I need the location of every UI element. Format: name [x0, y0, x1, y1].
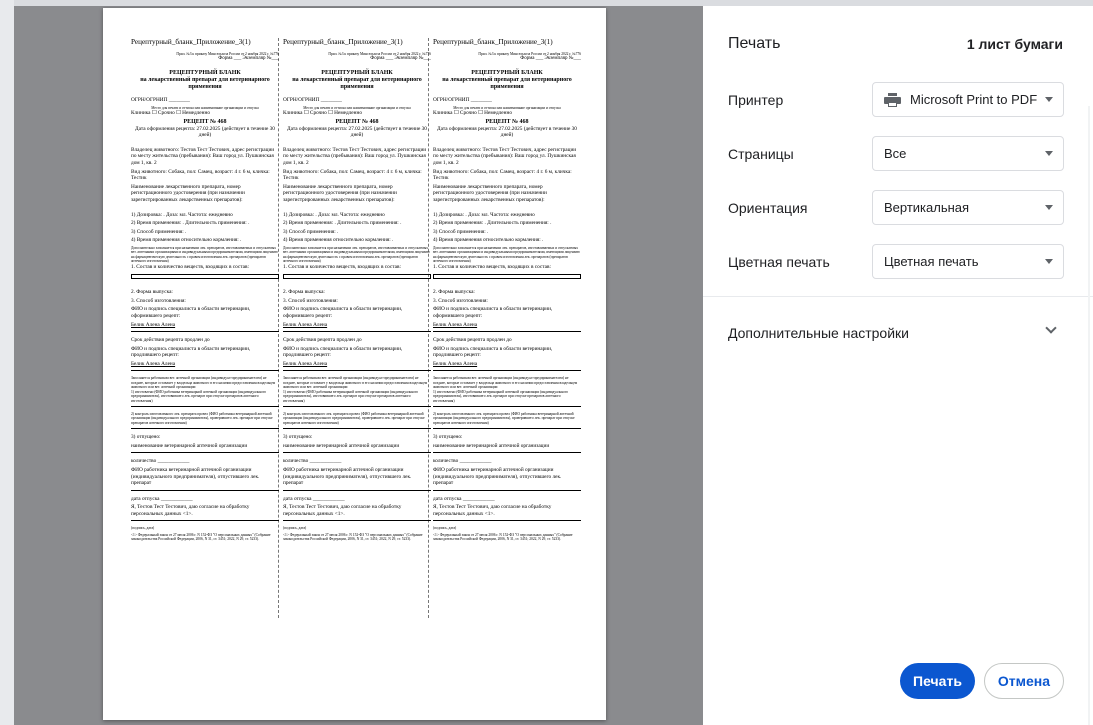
extra-note: Дополнительно заполняется при назначении лек. препаратов, изготавливаемых и отпускаемых вет. аптечными организациями и индивидуальными предпринимателями, имеющими лицензию на фармацевтическую деятельность с правом изготовления лек. препаратов (препаратов аптечного изготовления) [131, 245, 278, 264]
vet-pharmacy-line: наименование ветеринарной аптечной организации [433, 442, 550, 449]
dosage-line: 2) Время применения: . Длительность применения: . [131, 220, 250, 227]
composition-line: 1. Состав и количество веществ, входящих в состав: [283, 263, 401, 270]
form-line: Форма ___ Экземпляр №___ [218, 56, 279, 62]
owner-line: Владелец животного: Тестов Тест Тестович, адрес регистрации по месту жительства (пребывания): Ваш город ул. Пушкинская дом 1, кв. 2 [283, 146, 427, 166]
specialist2-name: Белик Алена Алена [283, 360, 328, 367]
blank-subheading: на лекарственный препарат для ветеринарного применения [292, 77, 422, 90]
dosage-line: 1) Дозировка: . Доза: мл. Частота: ежедневно [433, 211, 535, 218]
dosage-line: 1) Дозировка: . Доза: мл. Частота: ежедневно [131, 211, 233, 218]
preview-page [103, 8, 606, 720]
dosage-line: 3) Способ применения: . [433, 228, 489, 235]
recipe-date: Дата оформления рецепта: 27.02.2025 (действует в течение 30 дней) [437, 125, 577, 139]
release-date-line: дата отпуска ____________ [131, 495, 193, 502]
stamp-note: Место для печати и оттиска или наименование организации и отпуска [303, 105, 411, 110]
consent-line: Я, Тестов Тест Тестович, даю согласие на обработку персональных данных <1>. [131, 504, 250, 517]
made-line: 1) изготовлено (ФИО работника ветеринарной аптечной организации (индивидуального предпринимателя), изготовившего лек. препарат при отпуске препаратов аптечного изготовления) [131, 389, 267, 403]
dispensed-line: 3) отпущено: [433, 434, 463, 441]
specialist2-name: Белик Алена Алена [433, 360, 478, 367]
clinic-line: Клиника ☐ Срочно ☐ Немедленно [131, 110, 210, 116]
clinic-line: Клиника ☐ Срочно ☐ Немедленно [283, 110, 362, 116]
print-preview-area[interactable] [14, 6, 703, 725]
worker-line: ФИО работника ветеринарной аптечной организации (индивидуального предпринимателя), отпустившего лек. препарат [131, 466, 260, 487]
specialist-line: ФИО и подпись специалиста в области ветеринарии, оформившего рецепт: [131, 306, 251, 319]
animal-line: Вид животного: Собака, пол: Самец, возраст: 4 г. 6 м, кличка: Тестик [131, 168, 270, 182]
specialist2-line: ФИО и подпись специалиста в области ветеринарии, продлившего рецепт: [433, 345, 553, 359]
composition-line: 1. Состав и количество веществ, входящих в состав: [131, 263, 249, 270]
dispensed-line: 3) отпущено: [131, 434, 161, 441]
vet-pharmacy-line: наименование ветеринарной аптечной организации [131, 442, 248, 449]
specialist-name: Белик Алена Алена [433, 321, 478, 328]
drug-name-line: Наименование лекарственного препарата, номер регистрационного удостоверения (при назначении зарегистрированных лекарственных препаратов): [131, 183, 245, 203]
extended-line: Срок действия рецепта продлен до [433, 337, 512, 344]
order-ref: Прил. №3 к приказу Минсельхоза России от 2 ноября 2022 г. №776 [328, 52, 431, 56]
quantity-line: количество ____________ [283, 458, 342, 465]
pages-value: Все [884, 146, 907, 161]
divider [703, 296, 1093, 297]
dosage-line: 1) Дозировка: . Доза: мл. Частота: ежедневно [283, 211, 385, 218]
manufacture-line: 3. Способ изготовления: [283, 297, 338, 304]
dosage-line: 3) Способ применения: . [283, 228, 339, 235]
owner-line: Владелец животного: Тестов Тест Тестович, адрес регистрации по месту жительства (пребывания): Ваш город ул. Пушкинская дом 1, кв. 2 [131, 146, 275, 166]
release-form-line: 2. Форма выпуска: [131, 289, 173, 296]
quantity-line: количество ____________ [131, 458, 190, 465]
order-ref: Прил. №3 к приказу Минсельхоза России от 2 ноября 2022 г. №776 [176, 52, 279, 56]
worker-line: ФИО работника ветеринарной аптечной организации (индивидуального предпринимателя), отпустившего лек. препарат [283, 466, 412, 487]
recipe-copy-2 [283, 38, 431, 618]
dosage-line: 2) Время применения: . Длительность применения: . [433, 220, 552, 227]
color-select[interactable] [872, 244, 1064, 279]
worker-line: ФИО работника ветеринарной аптечной организации (индивидуального предпринимателя), отпустившего лек. препарат [433, 466, 562, 487]
orientation-select[interactable] [872, 190, 1064, 225]
color-label: Цветная печать [728, 254, 830, 270]
specialist-line: ФИО и подпись специалиста в области ветеринарии, оформившего рецепт: [283, 306, 403, 319]
chevron-down-icon [1045, 259, 1053, 264]
consent-line: Я, Тестов Тест Тестович, даю согласие на обработку персональных данных <1>. [283, 504, 402, 517]
background-app-strip [0, 0, 14, 725]
manufacture-line: 3. Способ изготовления: [433, 297, 488, 304]
footnote: <1> Федеральный закон от 27 июля 2006 г. N 152-ФЗ "О персональных данных" (Собрание законодательства Российской Федерации, 2006, N 31, ст. 3451; 2022, N 29, ст. 5233). [433, 532, 573, 542]
cancel-button[interactable]: Отмена [984, 663, 1064, 699]
release-form-line: 2. Форма выпуска: [433, 289, 475, 296]
vet-pharmacy-line: наименование ветеринарной аптечной организации [283, 442, 400, 449]
pharmacy-note: Заполняется работником вет. аптечной организации (индивидуал-предпринимателем) не позднее, которые оставляет у владельца животного в его наличии предоставления владельцем животного или вет. аптечной организации: [283, 376, 428, 390]
dosage-line: 4) Время применения относительно кормления: . [131, 237, 242, 244]
printer-select[interactable] [872, 82, 1064, 117]
release-date-line: дата отпуска ____________ [283, 495, 345, 502]
dosage-line: 3) Способ применения: . [131, 228, 187, 235]
pharmacy-note: Заполняется работником вет. аптечной организации (индивидуал-предпринимателем) не позднее, которые оставляет у владельца животного в его наличии предоставления владельцем животного или вет. аптечной организации: [433, 376, 578, 390]
release-date-line: дата отпуска ____________ [433, 495, 495, 502]
pages-label: Страницы [728, 146, 794, 162]
stamp-note: Место для печати и оттиска или наименование организации и отпуска [151, 105, 259, 110]
composition-box [433, 274, 581, 279]
color-value: Цветная печать [884, 254, 979, 269]
pages-select[interactable] [872, 136, 1064, 171]
pharmacy-note: Заполняется работником вет. аптечной организации (индивидуал-предпринимателем) не позднее, которые оставляет у владельца животного в его наличии предоставления владельцем животного или вет. аптечной организации: [131, 376, 276, 390]
recipe-copy-1 [131, 38, 279, 618]
sheet-count: 1 лист бумаги [966, 36, 1063, 52]
chevron-down-icon [1045, 97, 1053, 102]
signature-line: (подпись, дата) [283, 526, 307, 531]
chevron-down-icon [1045, 151, 1053, 156]
dosage-line: 2) Время применения: . Длительность применения: . [283, 220, 402, 227]
consent-line: Я, Тестов Тест Тестович, даю согласие на обработку персональных данных <1>. [433, 504, 552, 517]
footnote: <1> Федеральный закон от 27 июля 2006 г. N 152-ФЗ "О персональных данных" (Собрание законодательства Российской Федерации, 2006, N 31, ст. 3451; 2022, N 29, ст. 5233). [131, 532, 271, 542]
printer-icon [884, 93, 901, 107]
drug-name-line: Наименование лекарственного препарата, номер регистрационного удостоверения (при назначении зарегистрированных лекарственных препаратов): [283, 183, 397, 203]
extended-line: Срок действия рецепта продлен до [131, 337, 210, 344]
printer-label: Принтер [728, 92, 784, 108]
control-line: 2) контроль изготовленного лек. препарата провел (ФИО работника ветеринарной аптечной организации (индивидуального предпринимателя), проверившего лек. препарат при отпуске препаратов аптечного изготовления) [283, 411, 425, 425]
quantity-line: количество ____________ [433, 458, 492, 465]
orientation-label: Ориентация [728, 200, 808, 216]
print-button[interactable]: Печать [900, 663, 975, 699]
blank-heading: РЕЦЕПТУРНЫЙ БЛАНК [321, 70, 393, 76]
dispensed-line: 3) отпущено: [283, 434, 313, 441]
specialist2-line: ФИО и подпись специалиста в области ветеринарии, продлившего рецепт: [131, 345, 251, 359]
extra-note: Дополнительно заполняется при назначении лек. препаратов, изготавливаемых и отпускаемых вет. аптечными организациями и индивидуальными предпринимателями, имеющими лицензию на фармацевтическую деятельность с правом изготовления лек. препаратов (препаратов аптечного изготовления) [433, 245, 580, 264]
specialist2-name: Белик Алена Алена [131, 360, 176, 367]
footnote: <1> Федеральный закон от 27 июля 2006 г. N 152-ФЗ "О персональных данных" (Собрание законодательства Российской Федерации, 2006, N 31, ст. 3451; 2022, N 29, ст. 5233). [283, 532, 423, 542]
animal-line: Вид животного: Собака, пол: Самец, возраст: 4 г. 6 м, кличка: Тестик [283, 168, 422, 182]
doc-title: Рецептурный_бланк_Приложение_3(1) [131, 38, 251, 46]
more-settings-toggle[interactable]: Дополнительные настройки [728, 325, 909, 341]
chevron-down-icon [1045, 205, 1053, 210]
made-line: 1) изготовлено (ФИО работника ветеринарной аптечной организации (индивидуального предпринимателя), изготовившего лек. препарат при отпуске препаратов аптечного изготовления) [283, 389, 419, 403]
release-form-line: 2. Форма выпуска: [283, 289, 325, 296]
print-settings-panel [703, 6, 1093, 725]
recipe-number: РЕЦЕПТ № 468 [485, 118, 529, 125]
orientation-value: Вертикальная [884, 200, 970, 215]
composition-line: 1. Состав и количество веществ, входящих в состав: [433, 263, 551, 270]
specialist-name: Белик Алена Алена [283, 321, 328, 328]
specialist2-line: ФИО и подпись специалиста в области ветеринарии, продлившего рецепт: [283, 345, 403, 359]
extra-note: Дополнительно заполняется при назначении лек. препаратов, изготавливаемых и отпускаемых вет. аптечными организациями и индивидуальными предпринимателями, имеющими лицензию на фармацевтическую деятельность с правом изготовления лек. препаратов (препаратов аптечного изготовления) [283, 245, 430, 264]
stamp-note: Место для печати и оттиска или наименование организации и отпуска [453, 105, 561, 110]
extended-line: Срок действия рецепта продлен до [283, 337, 362, 344]
blank-heading: РЕЦЕПТУРНЫЙ БЛАНК [471, 70, 543, 76]
clinic-line: Клиника ☐ Срочно ☐ Немедленно [433, 110, 512, 116]
ogrn-line: ОГРН/ОГРНИП ________ [283, 97, 342, 103]
drug-name-line: Наименование лекарственного препарата, номер регистрационного удостоверения (при назначении зарегистрированных лекарственных препаратов): [433, 183, 547, 203]
ogrn-line: ОГРН/ОГРНИП ________ [131, 97, 190, 103]
dosage-line: 4) Время применения относительно кормления: . [433, 237, 544, 244]
blank-heading: РЕЦЕПТУРНЫЙ БЛАНК [169, 70, 241, 76]
dosage-line: 4) Время применения относительно кормления: . [283, 237, 394, 244]
composition-box [131, 274, 279, 279]
control-line: 2) контроль изготовленного лек. препарата провел (ФИО работника ветеринарной аптечной организации (индивидуального предпринимателя), проверившего лек. препарат при отпуске препаратов аптечного изготовления) [131, 411, 273, 425]
doc-title: Рецептурный_бланк_Приложение_3(1) [433, 38, 553, 46]
recipe-number: РЕЦЕПТ № 468 [335, 118, 379, 125]
signature-line: (подпись, дата) [131, 526, 155, 531]
order-ref: Прил. №3 к приказу Минсельхоза России от 2 ноября 2022 г. №776 [478, 52, 581, 56]
recipe-number: РЕЦЕПТ № 468 [183, 118, 227, 125]
blank-subheading: на лекарственный препарат для ветеринарного применения [140, 77, 270, 90]
specialist-name: Белик Алена Алена [131, 321, 176, 328]
recipe-copy-3 [433, 38, 581, 618]
expand-chevron-icon[interactable] [1045, 322, 1056, 333]
print-dialog-title: Печать [728, 35, 781, 52]
doc-title: Рецептурный_бланк_Приложение_3(1) [283, 38, 403, 46]
form-line: Форма ___ Экземпляр №___ [520, 56, 581, 62]
form-line: Форма ___ Экземпляр №___ [370, 56, 431, 62]
made-line: 1) изготовлено (ФИО работника ветеринарной аптечной организации (индивидуального предпринимателя), изготовившего лек. препарат при отпуске препаратов аптечного изготовления) [433, 389, 569, 403]
animal-line: Вид животного: Собака, пол: Самец, возраст: 4 г. 6 м, кличка: Тестик [433, 168, 572, 182]
signature-line: (подпись, дата) [433, 526, 457, 531]
specialist-line: ФИО и подпись специалиста в области ветеринарии, оформившего рецепт: [433, 306, 553, 319]
panel-scrollbar[interactable] [1088, 106, 1090, 725]
recipe-date: Дата оформления рецепта: 27.02.2025 (действует в течение 30 дней) [135, 125, 275, 139]
recipe-date: Дата оформления рецепта: 27.02.2025 (действует в течение 30 дней) [287, 125, 427, 139]
manufacture-line: 3. Способ изготовления: [131, 297, 186, 304]
ogrn-line: ОГРН/ОГРНИП ________ [433, 97, 492, 103]
blank-subheading: на лекарственный препарат для ветеринарного применения [442, 77, 572, 90]
printer-value: Microsoft Print to PDF [910, 92, 1038, 107]
owner-line: Владелец животного: Тестов Тест Тестович, адрес регистрации по месту жительства (пребывания): Ваш город ул. Пушкинская дом 1, кв. 2 [433, 146, 577, 166]
composition-box [283, 274, 431, 279]
control-line: 2) контроль изготовленного лек. препарата провел (ФИО работника ветеринарной аптечной организации (индивидуального предпринимателя), проверившего лек. препарат при отпуске препаратов аптечного изготовления) [433, 411, 575, 425]
